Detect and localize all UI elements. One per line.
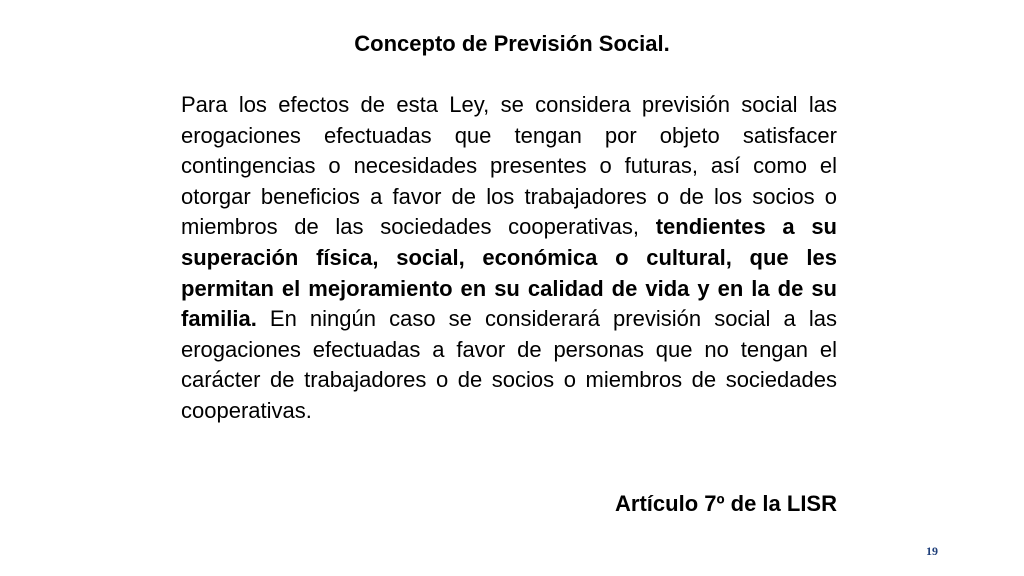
body-paragraph	[181, 90, 837, 427]
page-number: 19	[926, 544, 938, 558]
law-citation: Artículo 7º de la LISR	[615, 491, 837, 516]
slide-title: Concepto de Previsión Social.	[354, 31, 670, 56]
paragraph-bold-emphasis: tendientes a su superación física, social, económica o cultural, que les permitan el mejoramiento en su calidad de vida y en la de su familia.	[181, 214, 837, 332]
paragraph-text-part-2: En ningún caso se considerará previsión social a las erogaciones efectuadas a favor de personas que no tengan el carácter de trabajadores o de socios o miembros de sociedades cooperativas.	[181, 306, 837, 423]
paragraph-text-part-1: Para los efectos de esta Ley, se considera previsión social las erogaciones efectuadas que tengan por objeto satisfacer contingencias o necesidades presentes o futuras, así como el otorgar beneficios a favor de los trabajadores o de los socios o miembros de las sociedades cooperativas,	[181, 92, 837, 240]
